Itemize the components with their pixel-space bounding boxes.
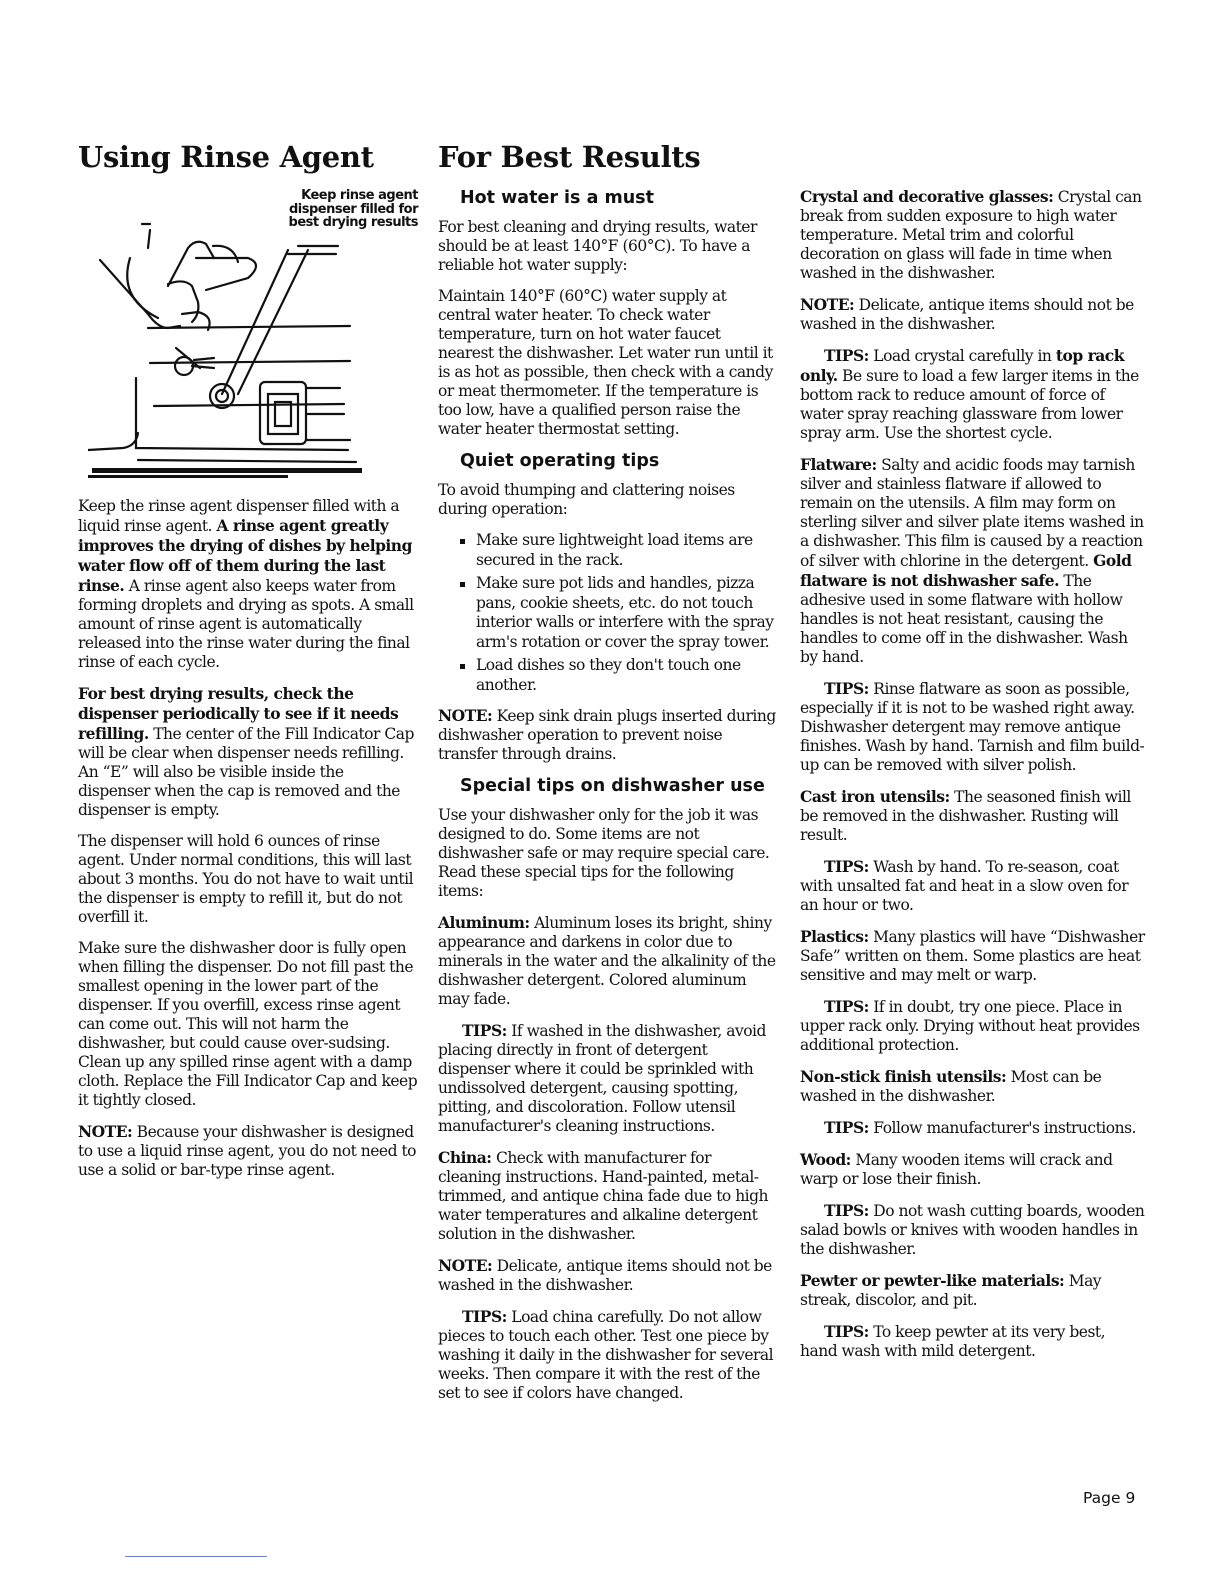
pewter-tips: TIPS: To keep pewter at its very best, hand wash with mild detergent. (800, 1322, 1106, 1360)
china-note: NOTE: Delicate, antique items should not be washed in the dishwasher. (438, 1256, 772, 1294)
quiet-tips-heading: Quiet operating tips (460, 451, 660, 471)
quiet-intro: To avoid thumping and clattering noises during operation: (438, 481, 735, 518)
pewter-paragraph: Pewter or pewter-like materials: May streak, discolor, and pit. (800, 1271, 1102, 1309)
wood-tips: TIPS: Do not wash cutting boards, wooden salad bowls or knives with wooden handles in the dishwasher. (800, 1201, 1145, 1258)
hot-water-paragraph-1: For best cleaning and drying results, water should be at least 140°F (60°C). To have a reliable hot water supply: (438, 218, 757, 274)
rinse-note: NOTE: Because your dishwasher is designed to use a liquid rinse agent, you do not need to use a solid or bar-type rinse agent. (78, 1122, 417, 1179)
special-tips-heading: Special tips on dishwasher use (460, 776, 765, 796)
quiet-note: NOTE: Keep sink drain plugs inserted during dishwasher operation to prevent noise transfer through drains. (438, 706, 776, 763)
flatware-paragraph: Flatware: Salty and acidic foods may tarnish silver and stainless flatware if allowed to remain on the utensils. A film may form on sterling silver and silver plate items washed in a dishwasher. This film is caused by a reaction of silver with chlorine in the detergent. Gold flatware is not dishwasher safe. The adhesive used in some flatware with hollow handles is not heat resistant, causing the handles to come off in the dishwasher. Wash by hand. (800, 455, 1144, 666)
crystal-tips: TIPS: Load crystal carefully in top rack only. Be sure to load a few larger items in the bottom rack to reduce amount of force of water spray reaching glassware from lower spray arm. Use the shortest cycle. (800, 346, 1139, 442)
crystal-note: NOTE: Delicate, antique items should not be washed in the dishwasher. (800, 295, 1134, 333)
plastics-paragraph: Plastics: Many plastics will have “Dishwasher Safe” written on them. Some plastics are heat sensitive and may melt or warp. (800, 927, 1145, 984)
rinse-agent-title: Using Rinse Agent (78, 140, 374, 174)
list-item: Make sure pot lids and handles, pizza pans, cookie sheets, etc. do not touch interior walls or interfere with the spray arm's rotation or cover the spray tower. (454, 574, 778, 652)
rinse-paragraph-1: Keep the rinse agent dispenser filled with a liquid rinse agent. A rinse agent greatly improves the drying of dishes by helping water flow off of them during the last rinse. A rinse agent also keeps water from forming droplets and drying as spots. A small amount of rinse agent is automatically released into the rinse water during the final rinse of each cycle. (78, 497, 414, 671)
rinse-dispenser-illustration (88, 218, 363, 486)
page-number: Page 9 (1083, 1489, 1136, 1507)
special-intro: Use your dishwasher only for the job it was designed to do. Some items are not dishwasher safe or may require special care. Read these special tips for the following items: (438, 806, 770, 900)
non-stick-paragraph: Non-stick finish utensils: Most can be washed in the dishwasher. (800, 1067, 1102, 1105)
best-results-title: For Best Results (438, 140, 701, 174)
aluminum-tips: TIPS: If washed in the dishwasher, avoid placing directly in front of detergent dispenser where it could be sprinkled with undissolved detergent, causing spotting, pitting, and discoloration. Follow utensil manufacturer's cleaning instructions. (438, 1021, 766, 1135)
cast-iron-paragraph: Cast iron utensils: The seasoned finish will be removed in the dishwasher. Rusting will result. (800, 787, 1131, 844)
rinse-paragraph-3: The dispenser will hold 6 ounces of rinse agent. Under normal conditions, this will last about 3 months. You do not have to wait until the dispenser is empty to refill it, but do not overfill it. (78, 832, 414, 926)
china-tips: TIPS: Load china carefully. Do not allow pieces to touch each other. Test one piece by washing it daily in the dishwasher for several weeks. Then compare it with the rest of the set to see if colors have changed. (438, 1307, 774, 1402)
flatware-tips: TIPS: Rinse flatware as soon as possible, especially if it is not to be washed right away. Dishwasher detergent may remove antique finishes. Wash by hand. Tarnish and film build-up can be removed with silver polish. (800, 679, 1145, 774)
list-item: Make sure lightweight load items are secured in the rack. (454, 531, 778, 570)
illustration-caption: Keep rinse agent dispenser filled for best drying results (288, 188, 418, 230)
china-paragraph: China: Check with manufacturer for cleaning instructions. Hand-painted, metal-trimmed, and antique china fade due to high water temperatures and alkaline detergent solution in the dishwasher. (438, 1148, 769, 1243)
crystal-paragraph: Crystal and decorative glasses: Crystal can break from sudden exposure to high water temperature. Metal trim and colorful decoration on glass will fade in time when washed in the dishwasher. (800, 187, 1142, 282)
non-stick-tips: TIPS: Follow manufacturer's instructions. (824, 1118, 1136, 1137)
quiet-tips-list (438, 531, 778, 695)
hot-water-paragraph-2: Maintain 140°F (60°C) water supply at central water heater. To check water temperature, turn on hot water faucet nearest the dishwasher. Let water run until it is as hot as possible, then check with a candy or meat thermometer. If the temperature is too low, have a qualified person raise the water heater thermostat setting. (438, 287, 773, 438)
footer-rule (125, 1556, 267, 1557)
cast-iron-tips: TIPS: Wash by hand. To re-season, coat with unsalted fat and heat in a slow oven for an hour or two. (800, 857, 1129, 914)
list-item: Load dishes so they don't touch one another. (454, 656, 778, 695)
rinse-paragraph-4: Make sure the dishwasher door is fully open when filling the dispenser. Do not fill past the smallest opening in the lower part of the dispenser. If you overfill, excess rinse agent can come out. This will not harm the dishwasher, but could cause over-sudsing. Clean up any spilled rinse agent with a damp cloth. Replace the Fill Indicator Cap and keep it tightly closed. (78, 939, 418, 1109)
hot-water-heading: Hot water is a must (460, 188, 654, 208)
plastics-tips: TIPS: If in doubt, try one piece. Place in upper rack only. Drying without heat provides additional protection. (800, 997, 1140, 1054)
wood-paragraph: Wood: Many wooden items will crack and warp or lose their finish. (800, 1150, 1113, 1188)
rinse-paragraph-2: For best drying results, check the dispenser periodically to see if it needs refilling. The center of the Fill Indicator Cap will be clear when dispenser needs refilling. An “E” will also be visible inside the dispenser when the cap is removed and the dispenser is empty. (78, 684, 414, 819)
aluminum-paragraph: Aluminum: Aluminum loses its bright, shiny appearance and darkens in color due to minerals in the water and the alkalinity of the dishwasher detergent. Colored aluminum may fade. (438, 913, 776, 1008)
